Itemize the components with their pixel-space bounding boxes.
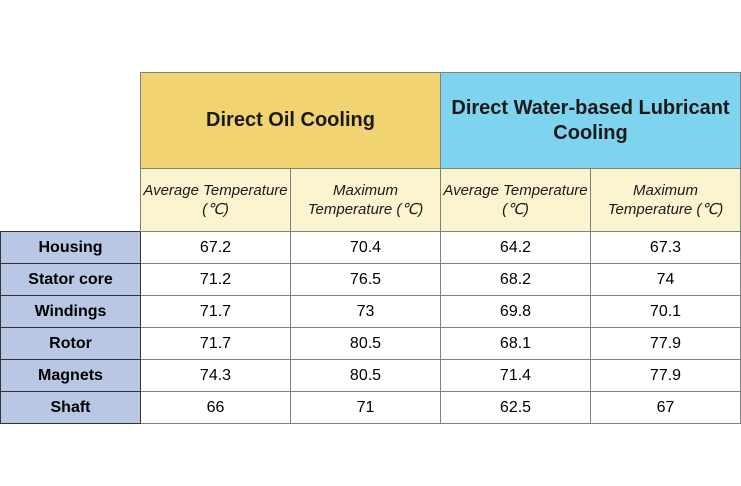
cell-housing-water-average: 64.2 <box>441 232 591 264</box>
cell-magnets-water-maximum: 77.9 <box>591 360 741 392</box>
cell-shaft-water-average: 62.5 <box>441 392 591 424</box>
cell-stator-core-water-average: 68.2 <box>441 264 591 296</box>
cell-rotor-water-average: 68.1 <box>441 328 591 360</box>
corner-spacer-2 <box>1 169 141 232</box>
group-header-direct-water-based-lubricant-cooling: Direct Water-based Lubricant Cooling <box>441 73 741 169</box>
table-row <box>1 264 741 296</box>
column-header-oil-maximum-temperature: Maximum Temperature (℃) <box>291 169 441 232</box>
table-row <box>1 232 741 264</box>
cell-windings-water-maximum: 70.1 <box>591 296 741 328</box>
table-row <box>1 392 741 424</box>
row-label-magnets: Magnets <box>1 360 141 392</box>
temperature-comparison-table <box>0 72 741 424</box>
cell-shaft-oil-average: 66 <box>141 392 291 424</box>
cell-rotor-oil-maximum: 80.5 <box>291 328 441 360</box>
cell-shaft-oil-maximum: 71 <box>291 392 441 424</box>
group-header-direct-oil-cooling: Direct Oil Cooling <box>141 73 441 169</box>
cell-stator-core-water-maximum: 74 <box>591 264 741 296</box>
cell-shaft-water-maximum: 67 <box>591 392 741 424</box>
row-label-rotor: Rotor <box>1 328 141 360</box>
cell-housing-oil-maximum: 70.4 <box>291 232 441 264</box>
row-label-stator-core: Stator core <box>1 264 141 296</box>
cell-rotor-oil-average: 71.7 <box>141 328 291 360</box>
row-label-housing: Housing <box>1 232 141 264</box>
cell-windings-oil-maximum: 73 <box>291 296 441 328</box>
cell-magnets-oil-average: 74.3 <box>141 360 291 392</box>
column-header-water-maximum-temperature: Maximum Temperature (℃) <box>591 169 741 232</box>
cell-windings-water-average: 69.8 <box>441 296 591 328</box>
table-row <box>1 360 741 392</box>
table-subheader-row <box>1 169 741 232</box>
table-group-header-row <box>1 73 741 169</box>
row-label-shaft: Shaft <box>1 392 141 424</box>
cell-magnets-water-average: 71.4 <box>441 360 591 392</box>
cell-stator-core-oil-maximum: 76.5 <box>291 264 441 296</box>
cell-stator-core-oil-average: 71.2 <box>141 264 291 296</box>
cell-windings-oil-average: 71.7 <box>141 296 291 328</box>
column-header-oil-average-temperature: Average Temperature (℃) <box>141 169 291 232</box>
corner-spacer <box>1 73 141 169</box>
cell-rotor-water-maximum: 77.9 <box>591 328 741 360</box>
column-header-water-average-temperature: Average Temperature (℃) <box>441 169 591 232</box>
cell-magnets-oil-maximum: 80.5 <box>291 360 441 392</box>
row-label-windings: Windings <box>1 296 141 328</box>
table-row <box>1 328 741 360</box>
cell-housing-oil-average: 67.2 <box>141 232 291 264</box>
table-row <box>1 296 741 328</box>
cell-housing-water-maximum: 67.3 <box>591 232 741 264</box>
